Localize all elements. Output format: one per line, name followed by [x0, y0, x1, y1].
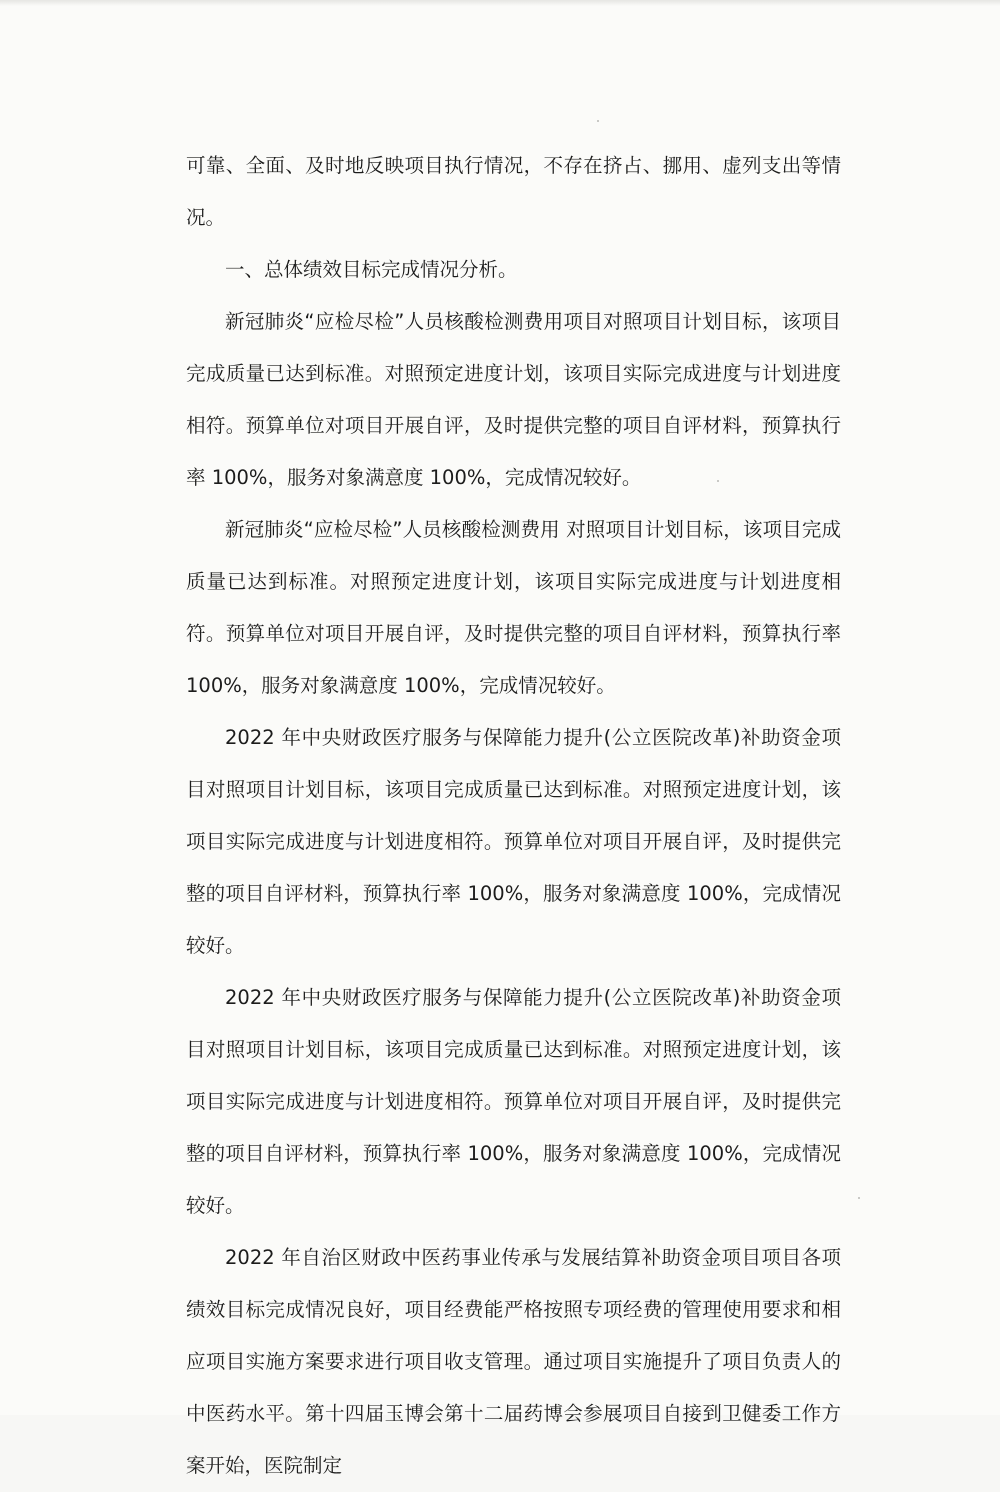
document-body: [186, 140, 841, 1492]
paragraph-hospital-reform-2: 2022 年中央财政医疗服务与保障能力提升(公立医院改革)补助资金项目对照项目计划目标，该项目完成质量已达到标准。对照预定进度计划，该项目实际完成进度与计划进度相符。预算单位对项目开展自评，及时提供完整的项目自评材料，预算执行率 100%，服务对象满意度 100%，完成情况较好。: [186, 986, 841, 1217]
paragraph-hospital-reform-1: 2022 年中央财政医疗服务与保障能力提升(公立医院改革)补助资金项目对照项目计划目标，该项目完成质量已达到标准。对照预定进度计划，该项目实际完成进度与计划进度相符。预算单位对项目开展自评，及时提供完整的项目自评材料，预算执行率 100%，服务对象满意度 100%，完成情况较好。: [186, 726, 841, 957]
scan-speck: [858, 1197, 860, 1199]
section-heading: 一、总体绩效目标完成情况分析。: [225, 258, 518, 281]
paragraph-covid-testing-2: 新冠肺炎“应检尽检”人员核酸检测费用 对照项目计划目标，该项目完成质量已达到标准。对照预定进度计划，该项目实际完成进度与计划进度相符。预算单位对项目开展自评，及时提供完整的项目自评材料，预算执行率 100%，服务对象满意度 100%，完成情况较好。: [186, 518, 841, 697]
paragraph-tcm-development: 2022 年自治区财政中医药事业传承与发展结算补助资金项目项目各项绩效目标完成情况良好，项目经费能严格按照专项经费的管理使用要求和相应项目实施方案要求进行项目收支管理。通过项目实施提升了项目负责人的中医药水平。第十四届玉博会第十二届药博会参展项目自接到卫健委工作方案开始，医院制定: [186, 1246, 841, 1477]
scan-top-edge: [0, 0, 1000, 6]
scan-speck: [597, 120, 599, 122]
paragraph-continuation: 可靠、全面、及时地反映项目执行情况，不存在挤占、挪用、虚列支出等情况。: [186, 154, 841, 229]
paragraph-covid-testing-1: 新冠肺炎“应检尽检”人员核酸检测费用项目对照项目计划目标，该项目完成质量已达到标准。对照预定进度计划，该项目实际完成进度与计划进度相符。预算单位对项目开展自评，及时提供完整的项目自评材料，预算执行率 100%，服务对象满意度 100%，完成情况较好。: [186, 310, 841, 489]
scan-speck: [717, 480, 719, 482]
